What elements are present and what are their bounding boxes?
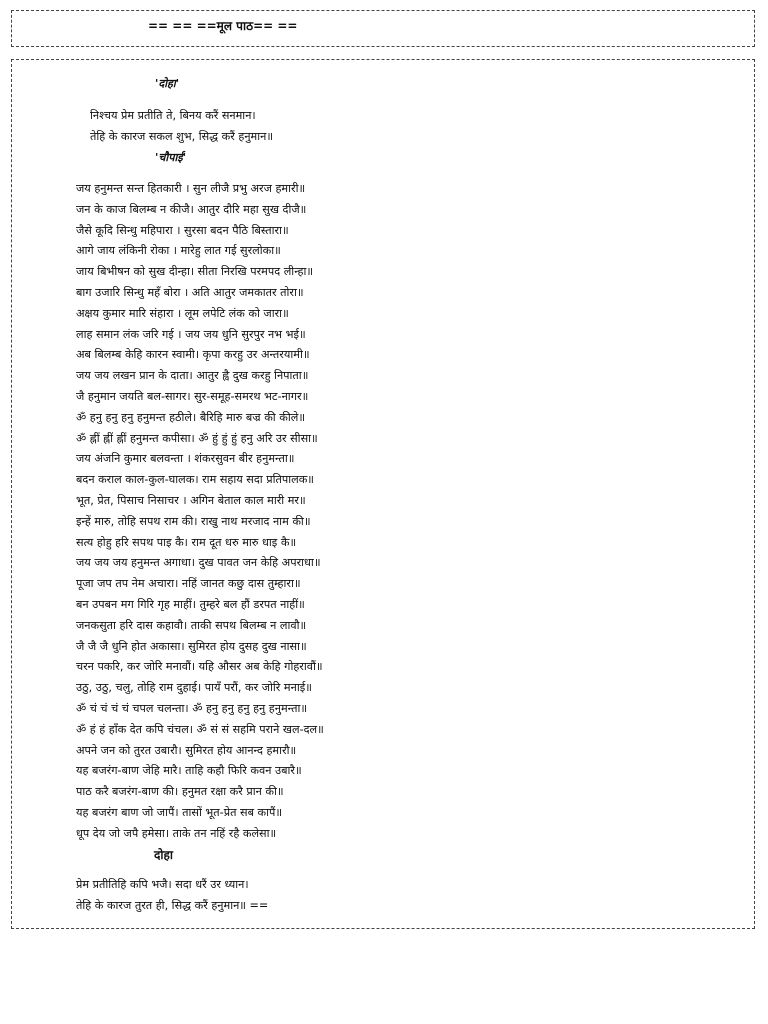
header-box	[11, 10, 755, 47]
chaupai-line: बन उपबन मग गिरि गृह माहीं। तुम्हरे बल हौं डरपत नाहीं॥	[76, 598, 305, 611]
chaupai-line: अपने जन को तुरत उबारौ। सुमिरत होय आनन्द हमारौ॥	[76, 743, 297, 757]
chaupai-line: बाग उजारि सिन्धु महँ बोरा । अति आतुर जमकातर तोरा॥	[76, 286, 304, 299]
chaupai-line: जनकसुता हरि दास कहावौ। ताकी सपथ बिलम्ब न लावौ॥	[76, 618, 307, 632]
chaupai-line: जन के काज बिलम्ब न कीजै। आतुर दौरि महा सुख दीजै॥	[76, 202, 307, 216]
chaupai-line: ॐ चं चं चं चं चपल चलन्ता। ॐ हनु हनु हनु हनु हनुमन्ता॥	[76, 702, 308, 715]
chaupai-line: अब बिलम्ब केहि कारन स्वामी। कृपा करहु उर अन्तरयामी॥	[76, 348, 310, 362]
chaupai-line: ॐ हनु हनु हनु हनुमन्त हठीले। बैरिहि मारु बज्र की कीले॥	[76, 410, 306, 424]
chaupai-line: बदन कराल काल-कुल-घालक। राम सहाय सदा प्रतिपालक॥	[76, 473, 315, 487]
doha-line: निश्चय प्रेम प्रतीति ते, बिनय करैं सनमान।	[90, 109, 256, 122]
chaupai-line: जय जय लखन प्रान के दाता। आतुर ह्वै दुख करहु निपाता॥	[76, 369, 309, 383]
chaupai-line: ॐ हं हं हाँक देत कपि चंचल। ॐ सं सं सहमि पराने खल-दल॥	[76, 722, 324, 736]
chaupai-line: उठु, उठु, चलु, तोहि राम दुहाई। पायँ परौं, कर जोरि मनाई॥	[76, 681, 312, 695]
chaupai-line: जय जय जय हनुमन्त अगाधा। दुख पावत जन केहि अपराधा॥	[76, 556, 321, 570]
chaupai-line: लाह समान लंक जरि गई । जय जय धुनि सुरपुर नभ भई॥	[76, 327, 306, 341]
doha-line: तेहि के कारज तुरत ही, सिद्ध करैं हनुमान॥ ==	[76, 898, 269, 912]
chaupai-line: अक्षय कुमार मारि संहारा । लूम लपेटि लंक को जारा॥	[76, 306, 289, 320]
chaupai-line: आगे जाय लंकिनी रोका । मारेहु लात गई सुरलोका॥	[76, 244, 281, 258]
chaupai-line: पूजा जप तप नेम अचारा। नहिं जानत कछु दास तुम्हारा॥	[76, 577, 301, 591]
doha-line: तेहि के कारज सकल शुभ, सिद्ध करैं हनुमान॥	[90, 129, 274, 143]
chaupai-line: यह बजरंग-बाण जेहि मारै। ताहि कहौ फिरि कवन उबारै॥	[76, 764, 302, 778]
chaupai-line: ॐ ह्नीं ह्नीं ह्नीं हनुमन्त कपीसा। ॐ हुं हुं हुं हनु अरि उर सीसा॥	[76, 431, 318, 445]
doha-heading: 'दोहा'	[155, 77, 180, 90]
closing-doha-heading: दोहा	[154, 848, 173, 862]
chaupai-line: जय हनुमन्त सन्त हितकारी । सुन लीजै प्रभु अरज हमारी॥	[76, 182, 306, 195]
chaupai-line: जैसे कूदि सिन्धु महिपारा । सुरसा बदन पैठि बिस्तारा॥	[76, 223, 289, 237]
chaupai-line: जय अंजनि कुमार बलवन्ता । शंकरसुवन बीर हनुमन्ता॥	[76, 452, 295, 466]
chaupai-line: भूत, प्रेत, पिसाच निसाचर । अगिन बेताल काल मारी मर॥	[76, 494, 306, 507]
chaupai-line: जै हनुमान जयति बल-सागर। सुर-समूह-समरथ भट-नागर॥	[76, 390, 309, 403]
doha-line: प्रेम प्रतीतिहि कपि भजै। सदा धरैं उर ध्यान।	[76, 878, 249, 891]
chaupai-line: जै जै जै धुनि होत अकासा। सुमिरत होय दुसह दुख नासा॥	[76, 639, 307, 653]
chaupai-line: यह बजरंग बाण जो जापैं। तासों भूत-प्रेत सब कापैं॥	[76, 806, 283, 819]
chaupai-line: जाय बिभीषन को सुख दीन्हा। सीता निरखि परमपद लीन्हा॥	[76, 265, 314, 279]
text-body-box	[11, 59, 755, 929]
page-title: == == ==मूल पाठ== ==	[148, 19, 298, 33]
chaupai-line: पाठ करै बजरंग-बाण की। हनुमत रक्षा करै प्रान की॥	[76, 785, 284, 799]
chaupai-line: इन्हें मारु, तोहि सपथ राम की। राखु नाथ मरजाद नाम की॥	[76, 514, 311, 528]
chaupai-line: धूप देय जो जपै हमेसा। ताके तन नहिं रहै कलेसा॥	[76, 826, 277, 840]
chaupai-heading: 'चौपाई'	[155, 151, 187, 164]
chaupai-line: चरन पकरि, कर जोरि मनावौं। यहि औसर अब केहि गोहरावौं॥	[76, 660, 323, 674]
chaupai-line: सत्य होहु हरि सपथ पाइ कै। राम दूत धरु मारु धाइ कै॥	[76, 535, 297, 549]
